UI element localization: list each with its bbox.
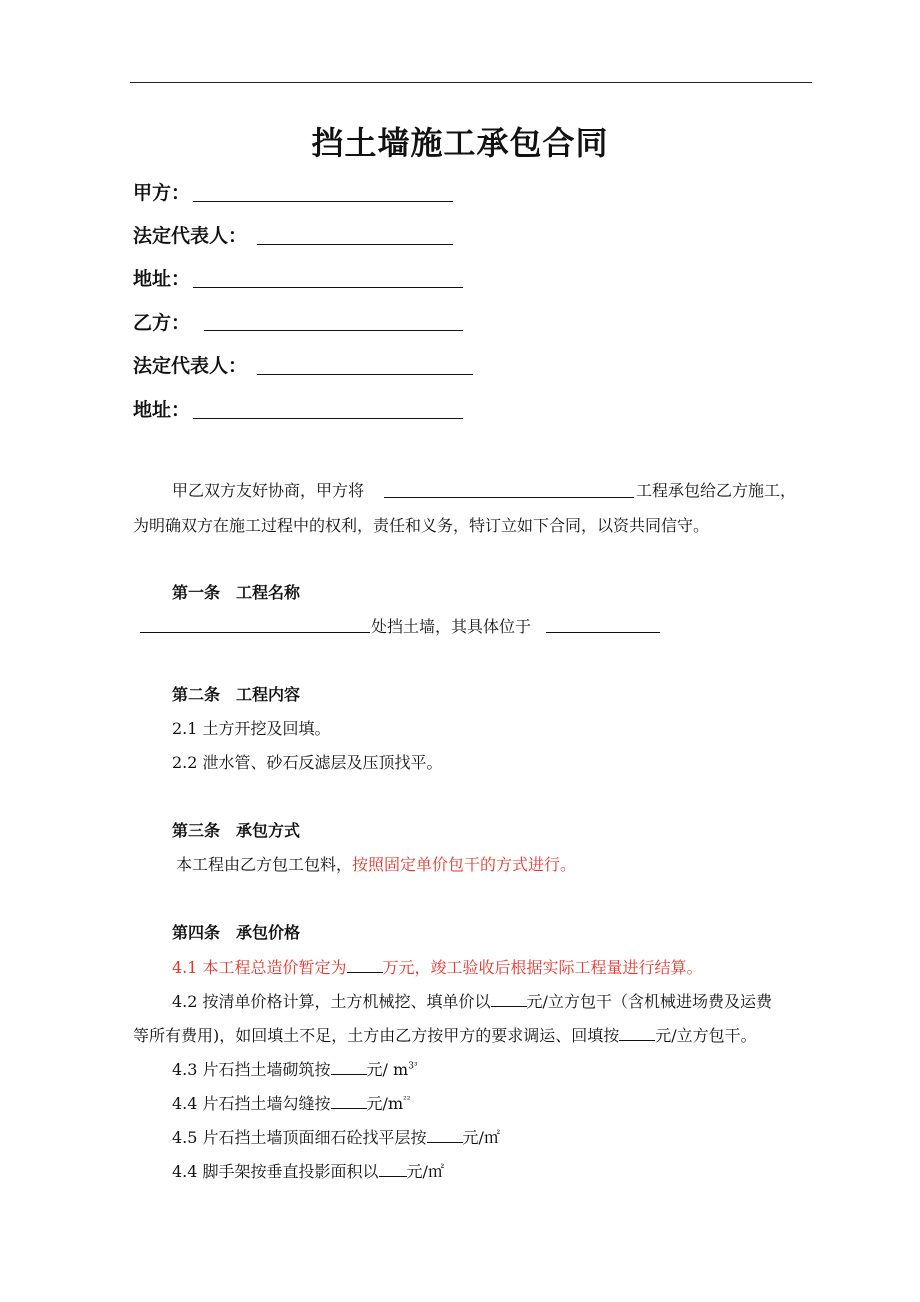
- item-4-1-text-b: 万元，竣工验收后根据实际工程量进行结算。: [382, 958, 703, 977]
- item-4-4-text-a: 4.4 片石挡土墙勾缝按: [172, 1094, 331, 1113]
- item-4-2-text-b: 元/立方包干（含机械进场费及运费: [526, 992, 772, 1011]
- article-4-item-1: [172, 955, 703, 978]
- article-3-text: [176, 852, 576, 875]
- party-b-line: [133, 308, 190, 335]
- item-4-3-unit-sup: 3³: [408, 1061, 418, 1072]
- header-rule: [130, 82, 812, 83]
- party-b-label: 乙方：: [133, 312, 191, 334]
- article-4-item-3: [172, 1057, 418, 1080]
- project-name-blank[interactable]: [384, 497, 634, 498]
- article-4-item-2-line-2: [133, 1023, 757, 1046]
- party-a-rep-label: 法定代表人：: [133, 225, 248, 247]
- article-2-heading: 第二条 工程内容: [172, 685, 301, 704]
- article-3-text-plain: 本工程由乙方包工包料，: [176, 855, 353, 874]
- party-b-rep-line: [133, 351, 247, 378]
- article-3-text-highlight: 按照固定单价包干的方式进行。: [352, 855, 577, 874]
- item-4-1-text-a: 本工程总造价暂定为: [202, 958, 347, 977]
- backfill-price-blank[interactable]: [619, 1026, 655, 1041]
- article-3-heading: 第三条 承包方式: [172, 821, 301, 840]
- article-2-item-1: 2.1 土方开挖及回填。: [172, 719, 331, 738]
- masonry-price-blank[interactable]: [331, 1060, 367, 1075]
- item-4-4-text-b: 元/m: [366, 1094, 404, 1113]
- article-2-item-2: 2.2 泄水管、砂石反滤层及压顶找平。: [172, 753, 443, 772]
- party-b-address-label: 地址：: [133, 399, 191, 421]
- party-a-label: 甲方：: [133, 182, 191, 204]
- intro-line-1b: 工程承包给乙方施工，: [636, 481, 797, 500]
- item-4-6-text-b: 元/㎡: [406, 1162, 444, 1181]
- item-4-5-text-a: 4.5 片石挡土墙顶面细石砼找平层按: [172, 1128, 427, 1147]
- site-location-blank[interactable]: [140, 632, 370, 633]
- party-a-line: [133, 178, 190, 205]
- earthwork-price-blank[interactable]: [491, 992, 527, 1007]
- item-4-5-text-b: 元/㎡: [462, 1128, 500, 1147]
- article-4-item-4: [172, 1091, 410, 1114]
- item-4-1-number: 4.1: [172, 958, 203, 977]
- item-4-3-text-b: 元/ m: [366, 1060, 409, 1079]
- article-4-heading: 第四条 承包价格: [172, 923, 301, 942]
- party-b-address-blank[interactable]: [193, 418, 463, 419]
- total-price-blank[interactable]: [347, 958, 383, 973]
- article-4-item-5: [172, 1125, 500, 1148]
- article-1-text: 处挡土墙，其具体位于: [371, 617, 532, 636]
- party-b-address-line: [133, 395, 190, 422]
- leveling-price-blank[interactable]: [427, 1128, 463, 1143]
- pointing-price-blank[interactable]: [331, 1094, 367, 1109]
- party-b-rep-label: 法定代表人：: [133, 355, 248, 377]
- intro-line-1a: 甲乙双方友好协商，甲方将: [172, 481, 365, 500]
- party-a-blank[interactable]: [193, 201, 453, 202]
- party-a-address-label: 地址：: [133, 268, 191, 290]
- article-1-heading: 第一条 工程名称: [172, 583, 301, 602]
- site-position-blank[interactable]: [546, 632, 660, 633]
- item-4-3-text-a: 4.3 片石挡土墙砌筑按: [172, 1060, 331, 1079]
- intro-line-2: 为明确双方在施工过程中的权利，责任和义务，特订立如下合同，以资共同信守。: [133, 516, 710, 535]
- party-b-blank[interactable]: [204, 330, 463, 331]
- party-a-address-line: [133, 264, 190, 291]
- party-b-rep-blank[interactable]: [257, 374, 473, 375]
- party-a-address-blank[interactable]: [193, 287, 463, 288]
- article-4-item-6: [172, 1159, 444, 1182]
- contract-title: 挡土墙施工承包合同: [311, 124, 609, 162]
- article-4-item-2-line-1: [172, 989, 772, 1012]
- item-4-2-text-a: 4.2 按清单价格计算，土方机械挖、填单价以: [172, 992, 491, 1011]
- scaffold-price-blank[interactable]: [379, 1162, 407, 1177]
- item-4-4-unit-sup: ²²: [403, 1095, 411, 1106]
- party-a-rep-blank[interactable]: [257, 244, 453, 245]
- item-4-2-text-d: 元/立方包干。: [655, 1026, 757, 1045]
- item-4-2-text-c: 等所有费用)，如回填土不足，土方由乙方按甲方的要求调运、回填按: [133, 1026, 620, 1045]
- item-4-6-text-a: 4.4 脚手架按垂直投影面积以: [172, 1162, 379, 1181]
- party-a-rep-line: [133, 221, 247, 248]
